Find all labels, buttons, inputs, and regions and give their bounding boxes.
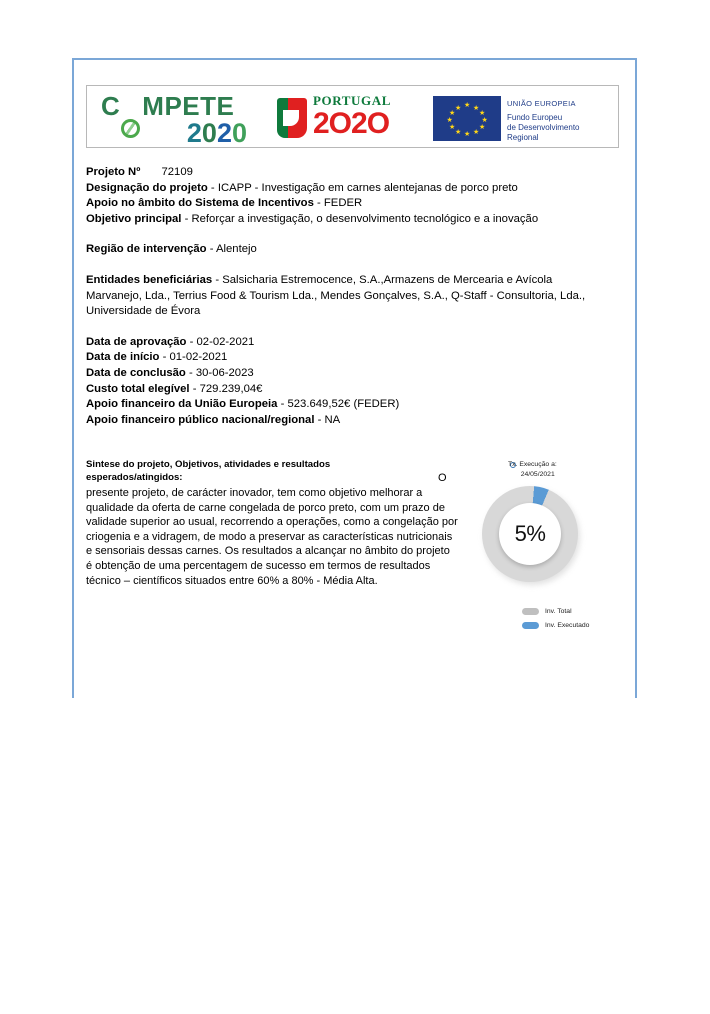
compete-2020-logo [95, 86, 265, 147]
portugal-2020-logo [269, 86, 429, 147]
field-apoio-nacional [86, 413, 606, 429]
synthesis-section [86, 459, 458, 588]
synthesis-paragraph: presente projeto, de carácter inovador, tem como objetivo melhorar a qualidade da oferta de carne congelada de porco preto, com um prazo de validade superior ao usual, recorrendo a operações, como a congelação por criogenia e a vidragem, de modo a preservar as características nutricionais e sensoriais dessas carnes. Os resultados a alcançar no âmbito do projeto é obtenção de uma percentagem de sucesso em termos de resultados técnico – científicos situados entre 60% a 80% - Média Alta. [86, 487, 458, 587]
field-data-aprovacao [86, 335, 606, 351]
field-projeto-numero [86, 165, 606, 181]
eu-flag-icon: ★ ★ ★ ★ ★ ★ ★ ★ ★ ★ ★ ★ [433, 96, 501, 141]
field-regiao-label: Região de intervenção [86, 243, 207, 256]
field-data-conclusao [86, 366, 606, 382]
field-designacao-value: - ICAPP - Investigação em carnes alentejanas de porco preto [210, 181, 518, 194]
eu-caption-line2: Fundo Europeu [507, 113, 563, 122]
field-apoio-ue-label: Apoio financeiro da União Europeia [86, 398, 278, 411]
field-designacao-label: Designação do projeto [86, 181, 208, 194]
field-entidades-value: - Salsicharia Estremocence, S.A.,Armazens de Mercearia e Avícola Marvanejo, Lda., Terrius Food & Tourism Lda., Mendes Gonçalves, S.A., Q-Staff - Consultoria, Lda., Universidade de Évora [86, 273, 586, 318]
legend-item-inv-executado [522, 620, 589, 631]
donut-center-value: 5% [514, 521, 546, 546]
legend-item-inv-total [522, 606, 589, 617]
field-projeto-numero-value: 72109 [161, 166, 193, 178]
field-projeto-numero-label: Projeto Nº [86, 166, 141, 178]
field-apoio-sistema-value: - FEDER [317, 197, 363, 210]
portugal-year: 2O2O [313, 107, 390, 140]
field-data-conclusao-label: Data de conclusão [86, 366, 186, 379]
synthesis-heading: Sintese do projeto, Objetivos, atividades e resultados esperados/atingidos: [86, 459, 331, 483]
legend-label-total: Inv. Total [545, 608, 572, 615]
legend-label-executado: Inv. Executado [545, 622, 590, 629]
legend-swatch-icon-executado [522, 622, 539, 629]
chart-title [508, 460, 557, 479]
field-data-conclusao-value: - 30-06-2023 [188, 366, 254, 379]
field-designacao [86, 181, 606, 197]
eu-caption-line3: de Desenvolvimento Regional [507, 123, 580, 142]
field-apoio-ue [86, 397, 606, 413]
field-apoio-nacional-value: - NA [317, 413, 341, 426]
chart-title-text: Tx. Execução a: [508, 461, 557, 468]
chart-legend [522, 606, 589, 634]
field-apoio-sistema [86, 196, 606, 212]
field-entidades [86, 273, 606, 320]
project-details [86, 165, 606, 428]
field-apoio-ue-value: - 523.649,52€ (FEDER) [280, 398, 400, 411]
field-data-inicio-label: Data de início [86, 351, 160, 364]
european-union-logo [431, 86, 616, 147]
field-objetivo-principal [86, 212, 606, 228]
field-regiao-value: - Alentejo [209, 243, 257, 256]
legend-swatch-icon-total [522, 608, 539, 615]
field-entidades-label: Entidades beneficiárias [86, 273, 213, 286]
field-apoio-sistema-label: Apoio no âmbito do Sistema de Incentivos [86, 197, 314, 210]
chart-title-date: 24/05/2021 [520, 470, 555, 478]
eu-caption-line1: UNIÃO EUROPEIA [507, 99, 576, 108]
field-regiao [86, 242, 606, 258]
field-data-aprovacao-value: - 02-02-2021 [189, 335, 255, 348]
field-data-inicio-value: - 01-02-2021 [162, 351, 228, 364]
donut-graphic [482, 486, 578, 582]
field-custo-total-value: - 729.239,04€ [192, 382, 263, 395]
field-apoio-nacional-label: Apoio financeiro público nacional/regional [86, 413, 315, 426]
execution-rate-donut-chart [470, 458, 620, 643]
field-data-aprovacao-label: Data de aprovação [86, 335, 187, 348]
funding-logo-bar [86, 85, 619, 148]
field-data-inicio [86, 350, 606, 366]
compete-wordmark: C MPETE [101, 94, 247, 119]
field-objetivo-principal-label: Objetivo principal [86, 212, 182, 225]
portugal-wordmark: PORTUGAL [313, 93, 392, 108]
compete-year: 2020 [186, 118, 247, 148]
portugal-shield-icon [277, 98, 307, 138]
synthesis-lead-letter: O [438, 472, 447, 484]
field-objetivo-principal-value: - Reforçar a investigação, o desenvolvimento tecnológico e a inovação [184, 212, 539, 225]
field-custo-total-label: Custo total elegível [86, 382, 190, 395]
field-custo-total [86, 382, 606, 398]
